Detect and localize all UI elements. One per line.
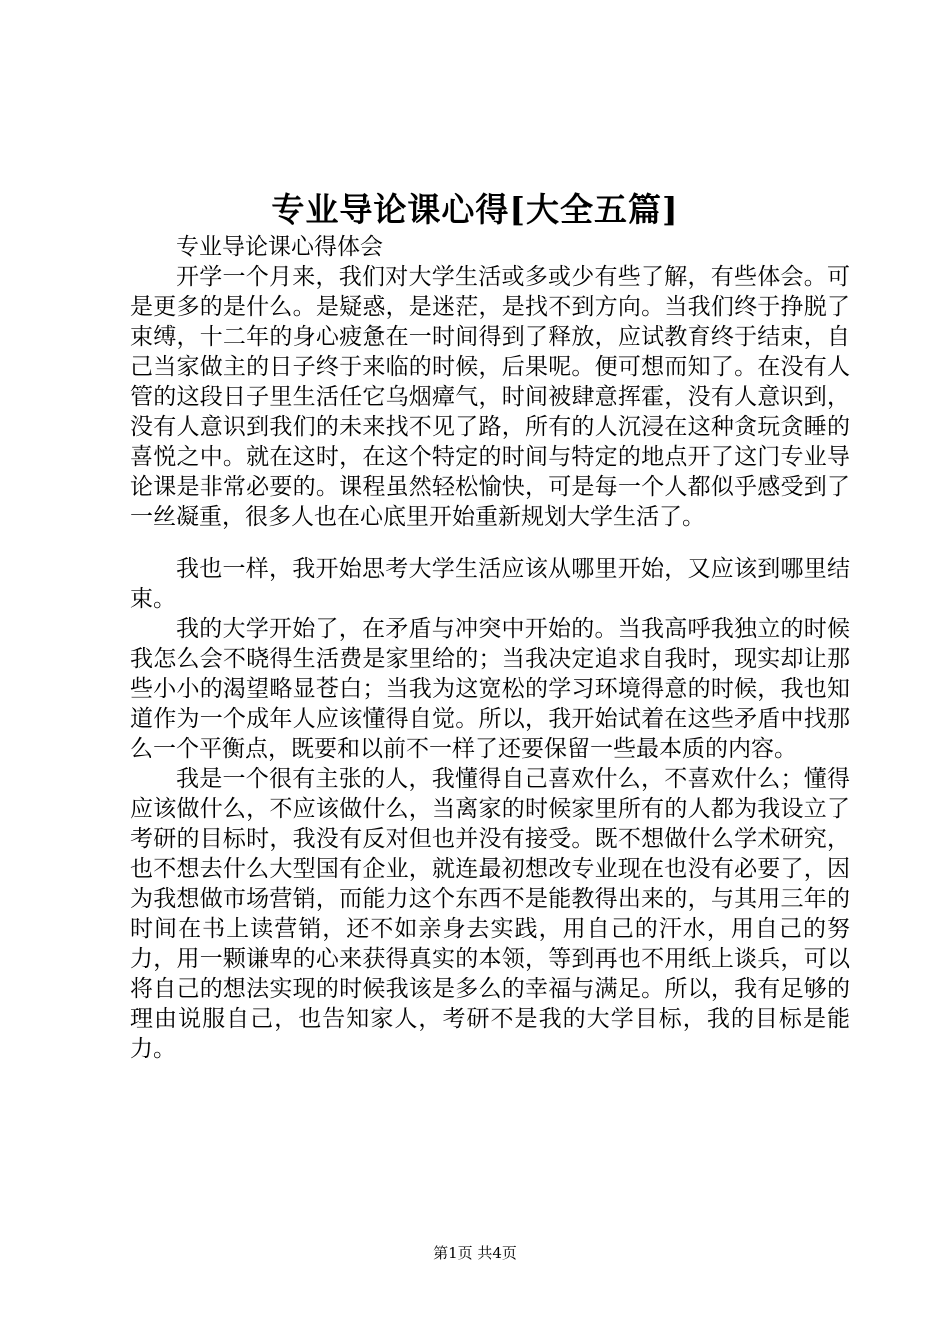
paragraph: 我是一个很有主张的人，我懂得自己喜欢什么，不喜欢什么；懂得应该做什么，不应该做什么，当离家的时候家里所有的人都为我设立了考研的目标时，我没有反对但也并没有接受。既不想做什么学术研究，也不想去什么大型国有企业，就连最初想改专业现在也没有必要了，因为我想做市场营销，而能力这个东西不是能教得出来的，与其用三年的时间在书上读营销，还不如亲身去实践，用自己的汗水，用自己的努力，用一颗谦卑的心来获得真实的本领，等到再也不用纸上谈兵，可以将自己的想法实现的时候我该是多么的幸福与满足。所以，我有足够的理由说服自己，也告知家人，考研不是我的大学目标，我的目标是能力。 bbox=[130, 766, 850, 1062]
paragraph: 我也一样，我开始思考大学生活应该从哪里开始，又应该到哪里结束。 bbox=[130, 556, 850, 612]
document-body bbox=[130, 232, 850, 1064]
paragraph: 开学一个月来，我们对大学生活或多或少有些了解，有些体会。可是更多的是什么。是疑惑，是迷茫，是找不到方向。当我们终于挣脱了束缚，十二年的身心疲惫在一时间得到了释放，应试教育终于结束，自己当家做主的日子终于来临的时候，后果呢。便可想而知了。在没有人管的这段日子里生活任它乌烟瘴气，时间被肆意挥霍，没有人意识到，没有人意识到我们的未来找不见了路，所有的人沉浸在这种贪玩贪睡的喜悦之中。就在这时，在这个特定的时间与特定的地点开了这门专业导论课是非常必要的。课程虽然轻松愉快，可是每一个人都似乎感受到了一丝凝重，很多人也在心底里开始重新规划大学生活了。 bbox=[130, 264, 850, 530]
page-footer: 第1页 共4页 bbox=[433, 1244, 517, 1262]
paragraph: 我的大学开始了，在矛盾与冲突中开始的。当我高呼我独立的时候我怎么会不晓得生活费是家里给的；当我决定追求自我时，现实却让那些小小的渴望略显苍白；当我为这宽松的学习环境得意的时候，我也知道作为一个成年人应该懂得自觉。所以，我开始试着在这些矛盾中找那么一个平衡点，既要和以前不一样了还要保留一些最本质的内容。 bbox=[130, 616, 850, 762]
section-heading: 专业导论课心得体会 bbox=[176, 234, 383, 260]
document-title: 专业导论课心得[大全五篇] bbox=[271, 190, 679, 229]
